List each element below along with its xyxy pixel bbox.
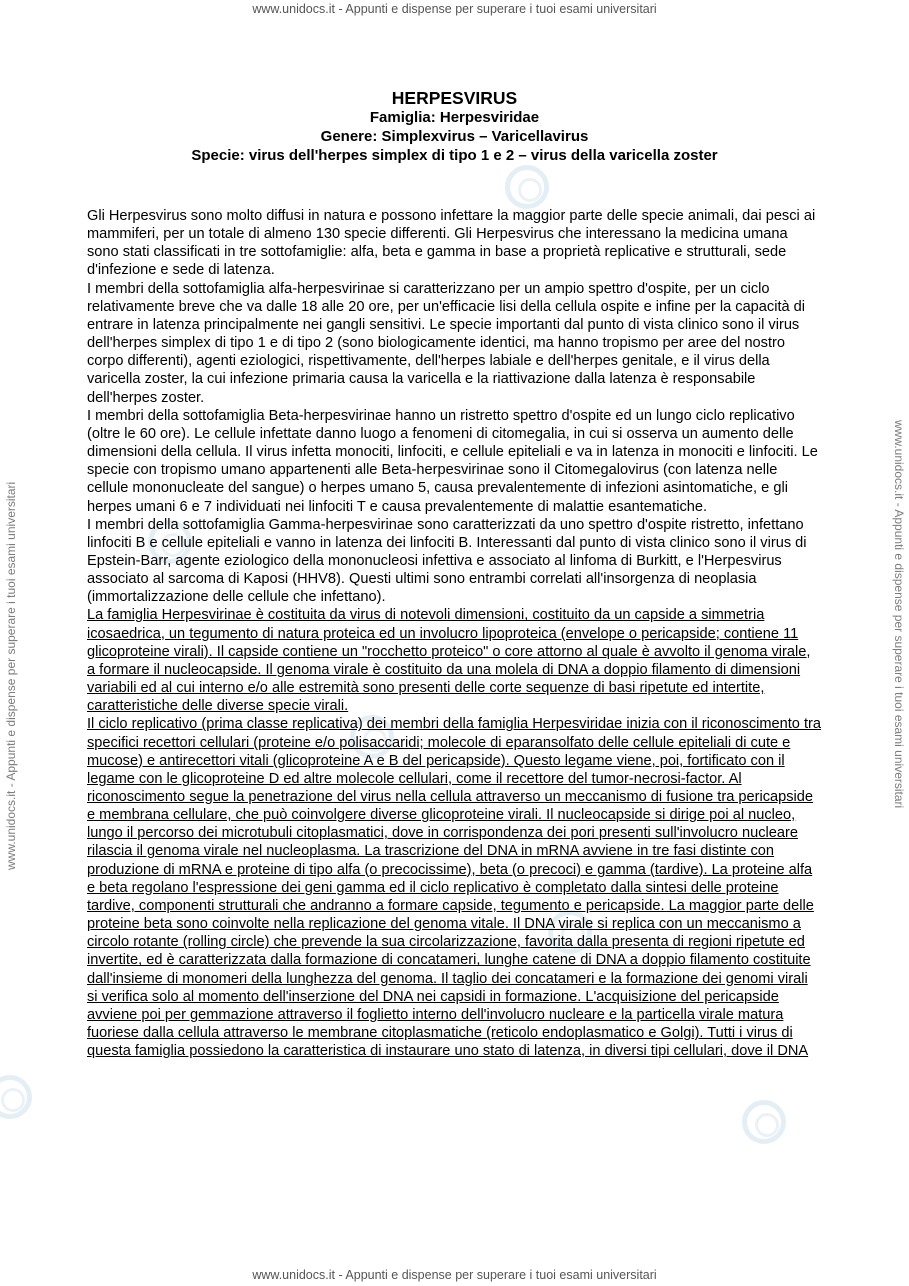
watermark-side-left: www.unidocs.it - Appunti e dispense per superare i tuoi esami universitari (4, 481, 18, 870)
paragraph-alpha-herpesvirinae: I membri della sottofamiglia alfa-herpesvirinae si caratterizzano per un ampio spettro d'ospite, per un ciclo relativamente breve che va dalle 18 alle 20 ore, per un'efficacie lisi della cellula ospite e infine per la capacità di entrare in latenza principalmente nei gangli sensitivi. Le specie importanti dal punto di vista clinico sono il virus dell'herpes simplex di tipo 1 e di tipo 2 (sono biologicamente identici, ma hanno tropismo per aree del nostro corpo differenti), agenti eziologici, rispettivamente, dell'herpes labiale e dell'herpes genitale, e il virus della varicella zoster, la cui infezione primaria causa la varicella e la riattivazione dalla latenza è responsabile dell'herpes zoster. (87, 280, 806, 406)
family-line: Famiglia: Herpesviridae (369, 109, 540, 126)
watermark-banner-top: www.unidocs.it - Appunti e dispense per superare i tuoi esami universitari (252, 2, 657, 16)
watermark-logo-icon (0, 1075, 32, 1119)
genus-line: Genere: Simplexvirus – Varicellavirus (320, 128, 589, 145)
paragraph-gamma-herpesvirinae: I membri della sottofamiglia Gamma-herpesvirinae sono caratterizzati da uno spettro d'ospite ristretto, infettano linfociti B e cellule epiteliali e vanno in latenza dei linfociti B. Interessanti dal punto di vista clinico sono il virus di Epstein-Barr, agente eziologico della mononucleosi infettiva e associato al linfoma di Burkitt, e l'Herpesvirus associato al sarcoma di Kaposi (HHV8). Questi ultimi sono entrambi correlati all'insorgenza di neoplasia (immortalizzazione delle cellule che infettano). (87, 516, 807, 606)
watermark-banner-bottom: www.unidocs.it - Appunti e dispense per superare i tuoi esami universitari (252, 1268, 657, 1282)
paragraph-overview: Gli Herpesvirus sono molto diffusi in natura e possono infettare la maggior parte delle specie animali, dai pesci ai mammiferi, per un totale di almeno 130 specie differenti. Gli Herpesvirus che interessano la medicina umana sono stati classificati in tre sottofamiglie: alfa, beta e gamma in base a proprietà replicative e strutturali, sede d'infezione e sede di latenza. (87, 208, 816, 279)
watermark-logo-icon (505, 165, 549, 209)
document-heading (0, 88, 909, 165)
paragraph-beta-herpesvirinae: I membri della sottofamiglia Beta-herpesvirinae hanno un ristretto spettro d'ospite ed un lungo ciclo replicativo (oltre le 60 ore). Le cellule infettate danno luogo a fenomeni di citomegalia, in cui si osserva un aumento delle dimensioni della cellula. Il virus infetta monociti, linfociti, e cellule epiteliali e va in latenza in monociti e linfociti. Le specie con tropismo umano appartenenti alle Beta-herpesvirinae sono il Citomegalovirus (con latenza nelle cellule mononucleate del sangue) o herpes umano 5, causa prevalentemente di infezioni asintomatiche, e gli herpes umani 6 e 7 individuati nei linfociti T e causa prevalentemente di malattie esantematiche. (87, 407, 818, 515)
paragraph-structure: La famiglia Herpesvirinae è costituita da virus di notevoli dimensioni, costituito da un capside a simmetria icosaedrica, un tegumento di natura proteica ed un involucro lipoproteica (envelope o pericapside; contiene 11 glicoproteine virali). Il capside contiene un "rocchetto proteico" o core attorno al quale è avvolto il genoma virale, a formare il nucleocapside. Il genoma virale è costituito da una molela di DNA a doppio filamento di dimensioni variabili ed al cui interno e/o alle estremità sono presenti delle corte sequenze di basi ripetute ed intertite, caratteristiche delle diverse specie virali. (87, 607, 811, 715)
document-body (87, 207, 822, 1060)
watermark-logo-icon (742, 1100, 786, 1144)
species-line: Specie: virus dell'herpes simplex di tipo 1 e 2 – virus della varicella zoster (191, 147, 718, 164)
paragraph-replication-cycle: Il ciclo replicativo (prima classe replicativa) dei membri della famiglia Herpesviridae inizia con il riconoscimento tra specifici recettori cellulari (proteine e/o polisaccaridi; molecole di eparansolfato delle cellule epiteliali di cute e mucose) e antirecettori vitali (glicoproteine A e B del pericapside). Questo legame viene, poi, fortificato con il legame con le glicoproteine D ed altre molecole cellulari, come il recettore del tumor-necrosi-factor. Al riconoscimento segue la penetrazione del virus nella cellula attraverso un meccanismo di fusione tra pericapside e membrana cellulare, che può coinvolgere diverse glicoproteine virali. Il nucleocapside si dirige poi al nucleo, lungo il percorso dei microtubuli citoplasmatici, dove in corrispondenza dei pori presenti sull'involucro nucleare rilascia il genoma virale nel nucleoplasma. La trascrizione del DNA in mRNA avviene in tre fasi distinte con produzione di mRNA e proteine di tipo alfa (o precocissime), beta (o precoci) e gamma (tardive). La proteine alfa e beta regolano l'espressione dei geni gamma ed il ciclo replicativo è completato dalla sintesi delle proteine tardive, componenti strutturali che andranno a formare capside, tegumento e pericapside. La maggior parte delle proteine beta sono coinvolte nella replicazione del genoma vitale. Il DNA virale si replica con un meccanismo a circolo rotante (rolling circle) che prevende la sua circolarizzazione, favorita dalla presenta di regioni ripetute ed invertite, ed è caratterizzata dalla formazione di concatameri, lunghe catene di DNA a doppio filamento costituite dall'insieme di monomeri della lunghezza del genoma. Il taglio dei concatameri e la formazione dei genomi virali si verifica solo al momento dell'inserzione del DNA nei capsidi in formazione. L'acquisizione del pericapside avviene poi per gemmazione attraverso il foglietto interno dell'involucro nucleare e la particella virale matura fuoriese dalla cellula attraverso le membrane citoplasmatiche (reticolo endoplasmatico e Golgi). Tutti i virus di questa famiglia possiedono la caratteristica di instaurare uno stato di latenza, in diversi tipi cellulari, dove il DNA (87, 716, 822, 1060)
document-title: HERPESVIRUS (391, 88, 518, 108)
watermark-side-right: www.unidocs.it - Appunti e dispense per superare i tuoi esami universitari (892, 420, 906, 809)
